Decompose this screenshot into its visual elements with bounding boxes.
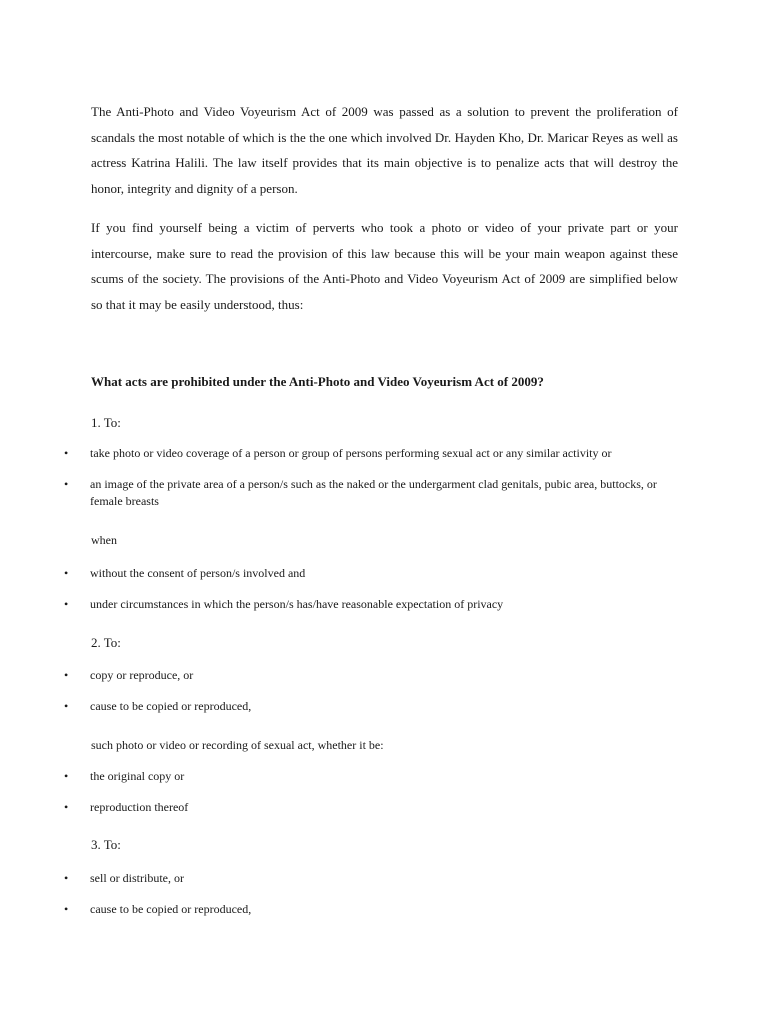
section-number-3: 3. To: — [91, 837, 121, 852]
bullet-icon: • — [64, 800, 69, 814]
bullet-icon: • — [64, 477, 69, 491]
list-item — [64, 596, 684, 613]
list-item — [64, 901, 684, 918]
list-item-text: sell or distribute, or — [90, 871, 184, 885]
bullet-icon: • — [64, 871, 69, 885]
list-item — [64, 698, 684, 715]
section-number-2: 2. To: — [91, 635, 121, 650]
list-item — [64, 445, 684, 462]
bullet-icon: • — [64, 902, 69, 916]
list-item-text: an image of the private area of a person/s such as the naked or the undergarment clad genitals, pubic area, buttocks, or female breasts — [90, 477, 657, 508]
list-item-text: cause to be copied or reproduced, — [90, 699, 252, 713]
bullet-icon: • — [64, 668, 69, 682]
list-item-text: copy or reproduce, or — [90, 668, 194, 682]
bullet-icon: • — [64, 769, 69, 783]
bullet-icon: • — [64, 446, 69, 460]
intro-paragraph-1: The Anti-Photo and Video Voyeurism Act of 2009 was passed as a solution to prevent the proliferation of scandals the most notable of which is the the one which involved Dr. Hayden Kho, Dr. Maricar Reyes as well as actress Katrina Halili. The law itself provides that its main objective is to penalize acts that will destroy the honor, integrity and dignity of a person. — [91, 104, 678, 196]
list-item — [64, 667, 684, 684]
list-item — [64, 476, 684, 510]
list-item-text: cause to be copied or reproduced, — [90, 902, 252, 916]
bullet-icon: • — [64, 566, 69, 580]
connector-text-2: such photo or video or recording of sexual act, whether it be: — [91, 738, 384, 752]
list-item — [64, 870, 684, 887]
list-item-text: take photo or video coverage of a person or group of persons performing sexual act or any similar activity or — [90, 446, 612, 460]
list-item — [64, 768, 684, 785]
bullet-icon: • — [64, 699, 69, 713]
list-item-text: the original copy or — [90, 769, 185, 783]
section-number-1: 1. To: — [91, 415, 121, 430]
list-item — [64, 565, 684, 582]
list-item-text: reproduction thereof — [90, 800, 189, 814]
connector-text-1: when — [91, 533, 117, 547]
list-item-text: under circumstances in which the person/s has/have reasonable expectation of privacy — [90, 597, 504, 611]
section-heading: What acts are prohibited under the Anti-Photo and Video Voyeurism Act of 2009? — [91, 374, 544, 389]
intro-paragraph-2: If you find yourself being a victim of perverts who took a photo or video of your private part or your intercourse, make sure to read the provision of this law because this will be your main weapon against these scums of the society. The provisions of the Anti-Photo and Video Voyeurism Act of 2009 are simplified below so that it may be easily understood, thus: — [91, 220, 678, 312]
list-item-text: without the consent of person/s involved and — [90, 566, 306, 580]
list-item — [64, 799, 684, 816]
bullet-icon: • — [64, 597, 69, 611]
